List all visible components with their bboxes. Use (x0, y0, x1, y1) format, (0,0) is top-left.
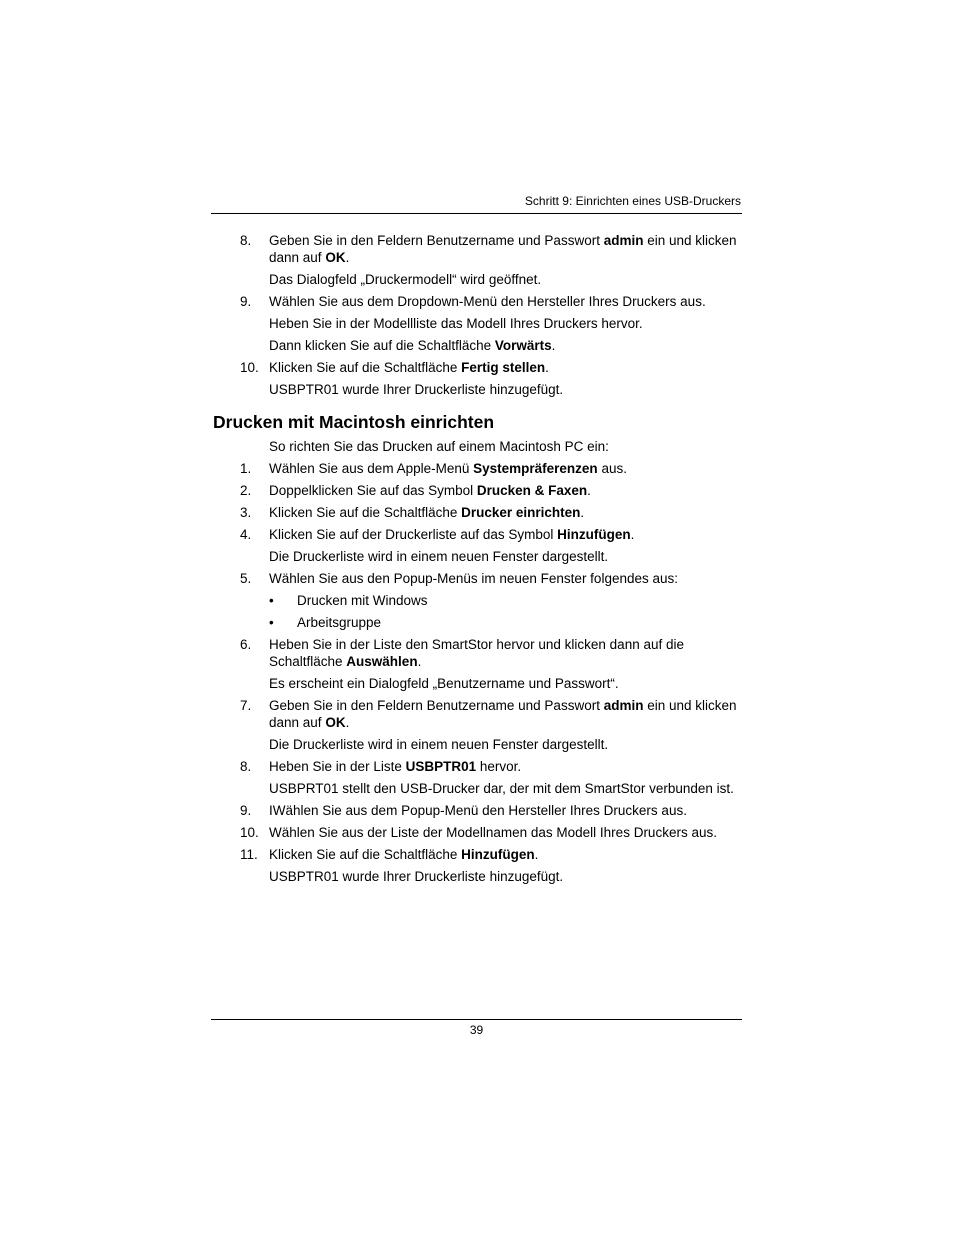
mac-step-3 (213, 504, 753, 521)
step-number: 8. (240, 233, 252, 248)
step-bold: USBPTR01 (405, 759, 477, 774)
step-bold: Fertig stellen (461, 360, 546, 375)
mac-step-11 (213, 846, 753, 863)
step-number: 6. (240, 637, 252, 652)
step-note: USBPRT01 stellt den USB-Drucker dar, der mit dem SmartStor verbunden ist. (269, 781, 734, 796)
step-text: aus. (597, 461, 627, 476)
step-note (213, 337, 753, 354)
step-bold: Auswählen (346, 654, 418, 669)
step-text: Heben Sie in der Liste (269, 759, 406, 774)
step-number: 8. (240, 759, 252, 774)
step-10 (213, 359, 753, 376)
note-text: Dann klicken Sie auf die Schaltfläche (269, 338, 495, 353)
step-number: 9. (240, 803, 252, 818)
mac-step-1 (213, 460, 753, 477)
bullet-text: Drucken mit Windows (297, 593, 428, 608)
step-text: Wählen Sie aus der Liste der Modellnamen das Modell Ihres Druckers aus. (269, 825, 717, 840)
step-text: Wählen Sie aus dem Apple-Menü (269, 461, 474, 476)
step-text: hervor. (476, 759, 522, 774)
step-text: Wählen Sie aus den Popup-Menüs im neuen Fenster folgendes aus: (269, 571, 679, 586)
mac-step-2 (213, 482, 753, 499)
step-text: . (417, 654, 422, 669)
step-number: 10. (240, 360, 259, 375)
page-content (213, 232, 753, 890)
step-text: . (545, 360, 549, 375)
step-bold: admin (603, 233, 644, 248)
step-number: 7. (240, 698, 252, 713)
step-number: 2. (240, 483, 252, 498)
section-intro: So richten Sie das Drucken auf einem Macintosh PC ein: (269, 439, 609, 454)
step-9 (213, 293, 753, 310)
step-number: 1. (240, 461, 252, 476)
step-note: Die Druckerliste wird in einem neuen Fenster dargestellt. (269, 737, 609, 752)
step-bold: Drucker einrichten (461, 505, 581, 520)
step-text: Klicken Sie auf die Schaltfläche (269, 847, 462, 862)
step-text: IWählen Sie aus dem Popup-Menü den Hersteller Ihres Druckers aus. (269, 803, 687, 818)
step-bold: Systempräferenzen (473, 461, 598, 476)
step-text: Doppelklicken Sie auf das Symbol (269, 483, 477, 498)
step-bold: Drucken & Faxen (476, 483, 588, 498)
step-number: 4. (240, 527, 252, 542)
note-text: . (551, 338, 556, 353)
step-text: . (580, 505, 585, 520)
step-number: 5. (240, 571, 252, 586)
step-text: Geben Sie in den Feldern Benutzername und Passwort (269, 698, 604, 713)
footer-rule (211, 1019, 742, 1020)
step-text: Klicken Sie auf die Schaltfläche (269, 360, 462, 375)
mac-step-7 (213, 697, 753, 731)
step-note: USBPTR01 wurde Ihrer Druckerliste hinzugefügt. (269, 869, 564, 884)
mac-step-4 (213, 526, 753, 543)
page-number: 39 (469, 1023, 484, 1037)
bullet-text: Arbeitsgruppe (297, 615, 382, 630)
step-note: Die Druckerliste wird in einem neuen Fenster dargestellt. (269, 549, 609, 564)
mac-step-6 (213, 636, 753, 670)
bullet-dot: • (269, 593, 274, 608)
step-bold: Hinzufügen (461, 847, 535, 862)
section-heading: Drucken mit Macintosh einrichten (213, 412, 495, 432)
mac-step-9 (213, 802, 753, 819)
step-text: Geben Sie in den Feldern Benutzername und Passwort (269, 233, 604, 248)
step-note: Das Dialogfeld „Druckermodell“ wird geöffnet. (269, 272, 542, 287)
bullet-item (213, 614, 753, 631)
step-number: 10. (240, 825, 259, 840)
header-rule (211, 213, 742, 214)
step-number: 11. (240, 847, 258, 862)
step-bold: OK (325, 250, 346, 265)
step-text: Wählen Sie aus dem Dropdown-Menü den Hersteller Ihres Druckers aus. (269, 294, 706, 309)
note-bold: Vorwärts (494, 338, 552, 353)
running-header: Schritt 9: Einrichten eines USB-Druckers (524, 194, 741, 208)
step-text: . (345, 715, 350, 730)
step-text: . (630, 527, 635, 542)
step-text: Klicken Sie auf der Druckerliste auf das Symbol (269, 527, 558, 542)
step-number: 9. (240, 294, 252, 309)
step-bold: Hinzufügen (557, 527, 631, 542)
mac-step-5 (213, 570, 753, 587)
step-text: . (587, 483, 591, 498)
step-note: Es erscheint ein Dialogfeld „Benutzername und Passwort“. (269, 676, 619, 691)
mac-step-8 (213, 758, 753, 775)
step-note: Heben Sie in der Modellliste das Modell Ihres Druckers hervor. (269, 316, 643, 331)
step-text: ein und klicken dann auf (269, 233, 737, 265)
bullet-item (213, 592, 753, 609)
step-note: USBPTR01 wurde Ihrer Druckerliste hinzugefügt. (269, 382, 564, 397)
step-text: Heben Sie in der Liste den SmartStor hervor und klicken dann auf die Schaltfläche (269, 637, 684, 669)
step-bold: OK (325, 715, 346, 730)
step-text: . (345, 250, 350, 265)
step-8 (213, 232, 753, 266)
step-number: 3. (240, 505, 252, 520)
mac-step-10 (213, 824, 753, 841)
step-text: . (534, 847, 539, 862)
step-bold: admin (603, 698, 644, 713)
step-text: Klicken Sie auf die Schaltfläche (269, 505, 462, 520)
bullet-dot: • (269, 615, 274, 630)
step-text: ein und klicken dann auf (269, 698, 737, 730)
